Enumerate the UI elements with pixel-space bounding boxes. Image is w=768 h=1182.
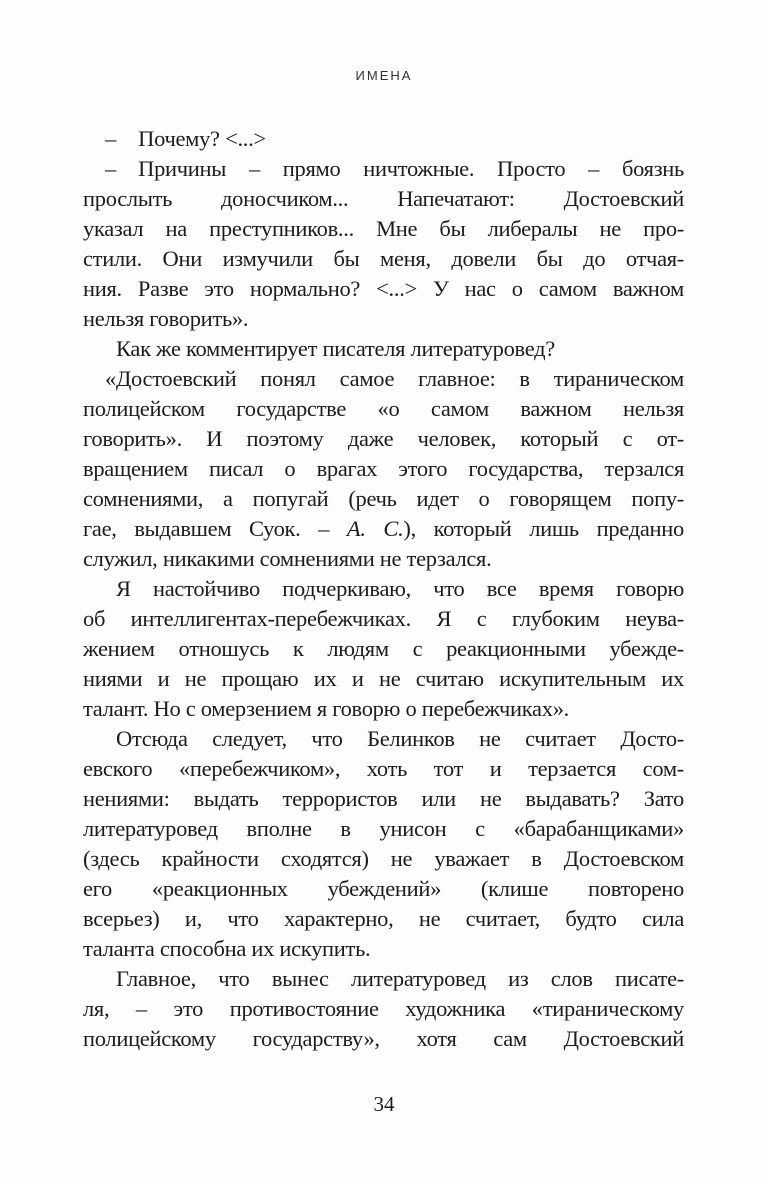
- text-line: стили. Они измучили бы меня, довели бы до отчая-: [83, 246, 684, 271]
- text-line: талант. Но с омерзением я говорю о перебежчиках».: [83, 696, 569, 721]
- text-line: сомнениями, а попугай (речь идет о говорящем попу-: [83, 486, 684, 511]
- running-head: ИМЕНА: [355, 68, 413, 83]
- text-line: служил, никакими сомнениями не терзался.: [83, 546, 492, 571]
- text-line: нениями: выдать террористов или не выдавать? Зато: [83, 786, 684, 811]
- editorial-note-italic: А. С.: [346, 516, 404, 541]
- text-line: об интеллигентах-перебежчиках. Я с глубоким неува-: [83, 606, 684, 631]
- text-line: жением отношусь к людям с реакционными убежде-: [83, 636, 684, 661]
- text-line: [83, 514, 684, 544]
- text-line: ля, – это противостояние художника «тираническому: [83, 996, 684, 1021]
- text-line: Я настойчиво подчеркиваю, что все время говорю: [116, 576, 684, 601]
- text-line: нельзя говорить».: [83, 306, 249, 331]
- text-line: его «реакционных убеждений» (клише повторено: [83, 876, 684, 901]
- text-line: «Достоевский понял самое главное: в тираническом: [105, 366, 684, 391]
- text-segment: гае, выдавшем Суок. –: [83, 516, 347, 541]
- text-line: Главное, что вынес литературовед из слов писате-: [116, 966, 684, 991]
- text-line: всерьез) и, что характерно, не считает, будто сила: [83, 906, 684, 931]
- text-line: вращением писал о врагах этого государства, терзался: [83, 456, 684, 481]
- text-line: Как же комментирует писателя литературовед?: [116, 336, 555, 361]
- text-line: (здесь крайности сходятся) не уважает в Достоевском: [83, 846, 684, 871]
- text-line: указал на преступников... Мне бы либералы не про-: [83, 216, 684, 241]
- text-segment: ), который лишь преданно: [403, 516, 684, 541]
- text-line: ниями и не прощаю их и не считаю искупительным их: [83, 666, 684, 691]
- text-line: – Почему? <...>: [105, 126, 266, 151]
- text-line: полицейскому государству», хотя сам Достоевский: [83, 1026, 684, 1051]
- text-line: таланта способна их искупить.: [83, 936, 371, 961]
- text-line: прослыть доносчиком... Напечатают: Достоевский: [83, 186, 684, 211]
- text-line: литературовед вполне в унисон с «барабанщиками»: [83, 816, 684, 841]
- text-line: – Причины – прямо ничтожные. Просто – боязнь: [105, 156, 684, 181]
- text-line: говорить». И поэтому даже человек, который с от-: [83, 426, 684, 451]
- text-line: ния. Разве это нормально? <...> У нас о самом важном: [83, 276, 684, 301]
- text-line: полицейском государстве «о самом важном нельзя: [83, 396, 684, 421]
- body-text: [83, 124, 684, 1054]
- page-number: 34: [373, 1092, 395, 1116]
- text-line: Отсюда следует, что Белинков не считает Досто-: [116, 726, 684, 751]
- text-line: евского «перебежчиком», хоть тот и терзается сом-: [83, 756, 684, 781]
